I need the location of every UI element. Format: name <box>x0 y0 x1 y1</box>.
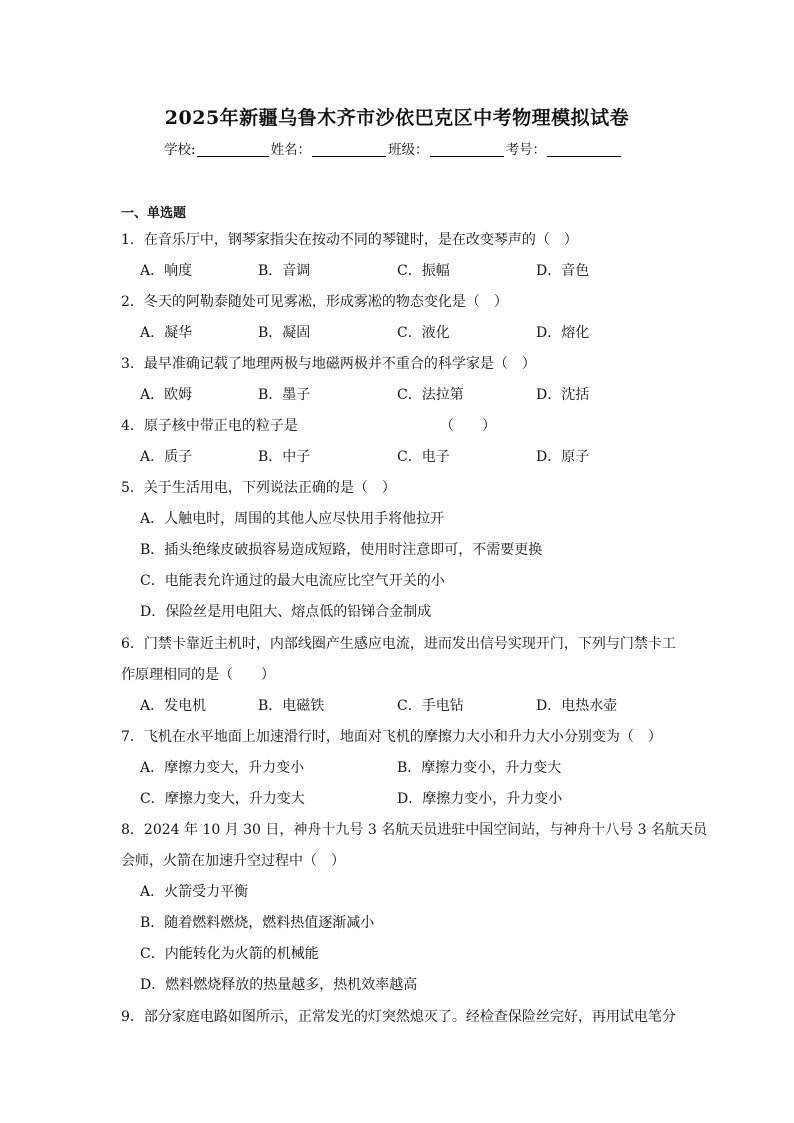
question-5-option-b[interactable]: B．插头绝缘皮破损容易造成短路，使用时注意即可，不需要更换 <box>140 542 543 558</box>
exam-no-blank[interactable] <box>547 142 621 157</box>
student-info-line <box>164 138 623 158</box>
question-2-option-b[interactable]: B．凝固 <box>258 325 311 341</box>
question-7-option-a[interactable]: A．摩擦力变大，升力变小 <box>140 760 305 776</box>
question-7-option-b[interactable]: B．摩擦力变小，升力变大 <box>397 760 562 776</box>
question-5-option-d[interactable]: D．保险丝是用电阻大、熔点低的铅锑合金制成 <box>140 604 432 620</box>
question-3-option-b[interactable]: B．墨子 <box>258 387 311 403</box>
question-7-option-c[interactable]: C．摩擦力变大，升力变大 <box>140 791 305 807</box>
question-4-option-d[interactable]: D．原子 <box>536 449 590 465</box>
class-label: 班级： <box>388 142 429 158</box>
question-3-option-d[interactable]: D．沈括 <box>536 387 590 403</box>
question-1-option-b[interactable]: B．音调 <box>258 263 311 279</box>
question-5-stem: 5．关于生活用电，下列说法正确的是（ ） <box>121 480 396 496</box>
question-2-stem: 2．冬天的阿勒泰随处可见雾凇，形成雾凇的物态变化是（ ） <box>121 294 508 310</box>
question-5-option-a[interactable]: A．人触电时，周围的其他人应尽快用手将他拉开 <box>140 511 445 527</box>
question-8-option-d[interactable]: D．燃料燃烧释放的热量越多，热机效率越高 <box>140 977 418 993</box>
question-1-stem: 1．在音乐厅中，钢琴家指尖在按动不同的琴键时，是在改变琴声的（ ） <box>121 232 578 248</box>
question-6-option-c[interactable]: C．手电钻 <box>397 698 464 714</box>
question-4-answer-paren: （ ） <box>440 418 496 434</box>
question-6-stem: 6．门禁卡靠近主机时，内部线圈产生感应电流，进而发出信号实现开门，下列与门禁卡工 <box>121 636 676 652</box>
question-4-option-c[interactable]: C．电子 <box>397 449 450 465</box>
section-title: 一、单选题 <box>121 206 187 221</box>
question-8-option-c[interactable]: C．内能转化为火箭的机械能 <box>140 946 319 962</box>
question-4-stem: 4．原子核中带正电的粒子是 <box>121 418 298 434</box>
question-3-option-c[interactable]: C．法拉第 <box>397 387 464 403</box>
question-4-option-a[interactable]: A．质子 <box>140 449 193 465</box>
question-3-stem: 3．最早准确记载了地理两极与地磁两极并不重合的科学家是（ ） <box>121 356 536 372</box>
name-label: 姓名： <box>270 142 312 158</box>
question-3-option-a[interactable]: A．欧姆 <box>140 387 193 403</box>
question-1-option-c[interactable]: C．振幅 <box>397 263 450 279</box>
question-4-option-b[interactable]: B．中子 <box>258 449 311 465</box>
question-9-stem: 9．部分家庭电路如图所示，正常发光的灯突然熄灭了。经检查保险丝完好，再用试电笔分 <box>121 1009 676 1025</box>
question-7-option-d[interactable]: D．摩擦力变小，升力变小 <box>397 791 563 807</box>
question-1-option-a[interactable]: A．响度 <box>140 263 193 279</box>
class-blank[interactable] <box>430 142 504 157</box>
name-blank[interactable] <box>312 142 386 157</box>
question-2-option-a[interactable]: A．凝华 <box>140 325 193 341</box>
question-6-option-d[interactable]: D．电热水壶 <box>536 698 618 714</box>
question-5-option-c[interactable]: C．电能表允许通过的最大电流应比空气开关的小 <box>140 573 445 589</box>
school-blank[interactable] <box>197 142 269 157</box>
school-label: 学校: <box>164 142 196 158</box>
question-8-stem: 8．2024 年 10 月 30 日，神舟十九号 3 名航天员进驻中国空间站，与神舟十八号 3 名航天员 <box>121 822 708 838</box>
question-2-option-d[interactable]: D．熔化 <box>536 325 590 341</box>
question-6-option-a[interactable]: A．发电机 <box>140 698 207 714</box>
question-1-option-d[interactable]: D．音色 <box>536 263 590 279</box>
question-6-option-b[interactable]: B．电磁铁 <box>258 698 325 714</box>
question-8-option-a[interactable]: A．火箭受力平衡 <box>140 884 249 900</box>
question-8-stem-continued: 会师，火箭在加速升空过程中（ ） <box>121 853 345 869</box>
question-7-stem: 7．飞机在水平地面上加速滑行时，地面对飞机的摩擦力大小和升力大小分别变为（ ） <box>121 729 662 745</box>
exam-title: 2025年新疆乌鲁木齐市沙依巴克区中考物理模拟试卷 <box>164 107 630 129</box>
question-6-stem-continued: 作原理相同的是（ ） <box>121 667 275 683</box>
exam-no-label: 考号： <box>505 142 547 158</box>
question-8-option-b[interactable]: B．随着燃料燃烧，燃料热值逐渐减小 <box>140 915 375 931</box>
question-2-option-c[interactable]: C．液化 <box>397 325 450 341</box>
